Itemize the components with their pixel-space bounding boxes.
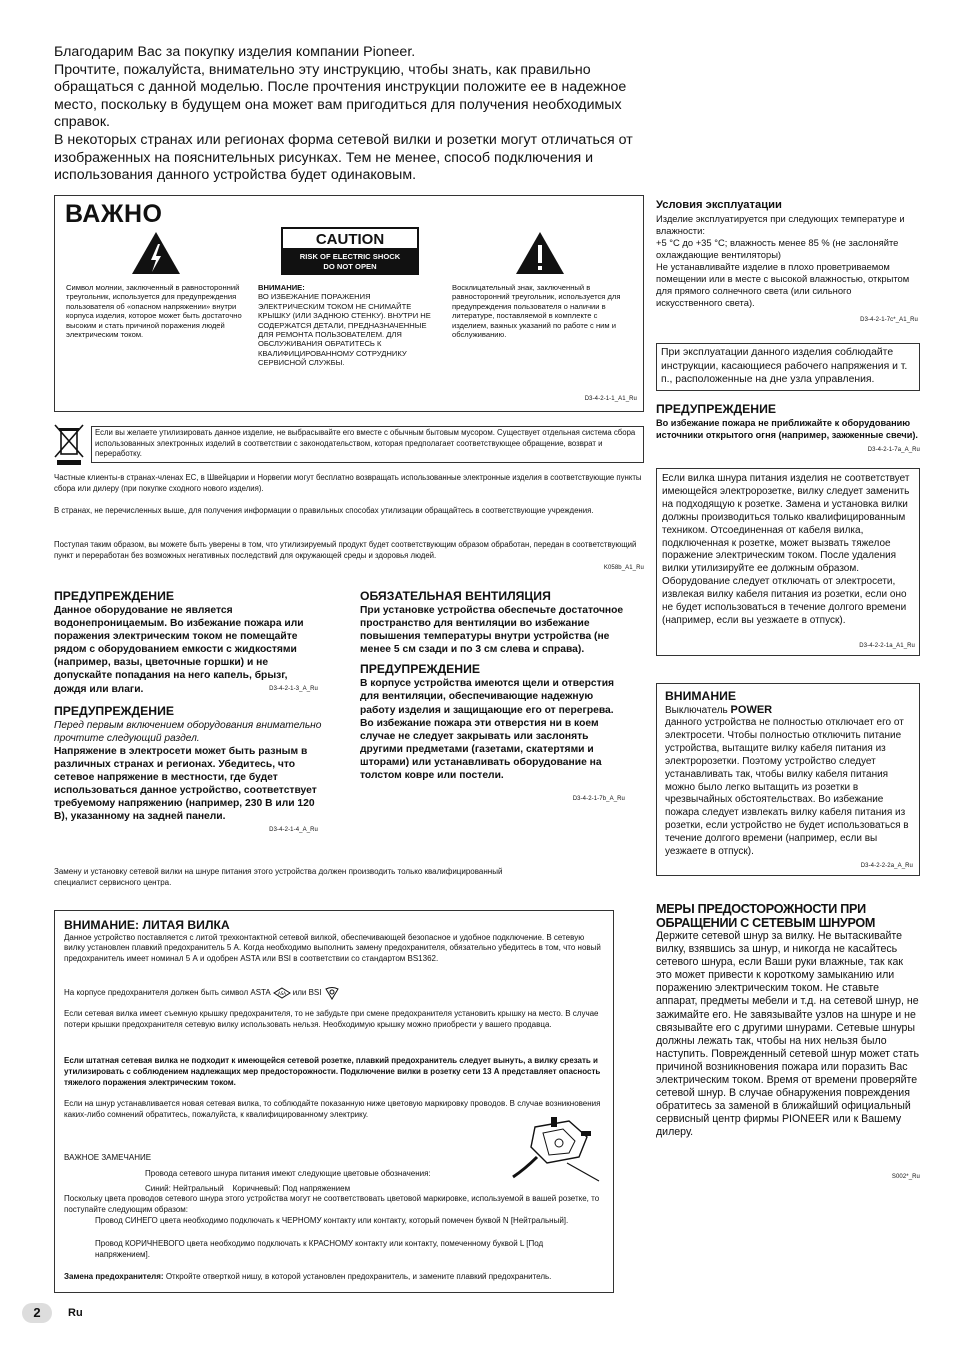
plug-replace-note: Замену и установку сетевой вилки на шнуре питания этого устройства должен производить только квалифицированный специалист сервисного центра.	[54, 867, 503, 887]
wire-colors: Синий: Нейтральный Коричневый: Под напряжением	[145, 1184, 351, 1193]
warning-title: ПРЕДУПРЕЖДЕНИЕ	[54, 589, 174, 603]
ventilation-warning-text: В корпусе устройства имеются щели и отверстия для вентиляции, обеспечивающие надежную работу изделия и защищающие его от перегрева. Во избежание пожара эти отверстия ни в коем случае не следует закрывать или заслонять другими предметами (газетами, скатертями и шторами) или устанавливать оборудование на толстом ковре или постели.	[360, 678, 615, 782]
warning-title: ПРЕДУПРЕЖДЕНИЕ	[656, 402, 776, 416]
warning-text: Во избежание пожара не приближайте к оборудованию источники открытого огня (например, зажженные свечи).	[656, 418, 918, 441]
language-label: Ru	[68, 1307, 83, 1319]
doc-code: D3-4-2-2-1a_A1_Ru	[859, 643, 915, 649]
power-label: POWER	[730, 704, 773, 716]
intro-paragraph: В некоторых странах или регионах форма сетевой вилки и розетки могут отличаться от изображенных на пояснительных рисунках. Тем не менее, способ подключения и использования данного устройства будет одинаковым.	[54, 131, 633, 184]
doc-code: D3-4-2-2-2a_A_Ru	[860, 863, 913, 869]
intro-paragraph: Благодарим Вас за покупку изделия компании Pioneer.	[54, 44, 416, 60]
ventilation-title: ОБЯЗАТЕЛЬНАЯ ВЕНТИЛЯЦИЯ	[360, 589, 551, 603]
plug-mismatch-box	[656, 468, 920, 656]
doc-code: D3-4-2-1-7a_A_Ru	[867, 447, 920, 453]
caution-label	[281, 227, 419, 275]
intro-paragraph: Прочтите, пожалуйста, внимательно эту инструкцию, чтобы знать, как правильно обращаться с данной моделью. После прочтения инструкции положите ее в надежное место, поскольку в будущем она может вам пригодиться для получения необходимых справок.	[54, 61, 627, 131]
warning-voltage	[54, 704, 322, 824]
plug-paragraph: Если сетевая вилка имеет съемную крышку предохранителя, то не забудьте при смене предохранителя установить крышку на место. В случае потери крышки предохранителя сетевую вилку использовать нельзя. Необходимую крышку можно приобрести у вашего продавца.	[64, 1009, 599, 1029]
weee-paragraph: Поступая таким образом, вы можете быть уверены в том, что утилизируемый продукт будет соответствующим образом обработан, передан в соответствующий пункт и переработан без возможных негативных последствий для окружающей среды и здоровья людей.	[54, 540, 637, 560]
warning-text: Напряжение в электросети может быть разным в различных странах и регионах. Убедитесь, что сетевое напряжение в местности, где будет использоваться данное устройство, соответствует требуемому напряжению (например, 230 В или 120 В), указанному на задней панели.	[54, 746, 317, 823]
important-box	[54, 195, 644, 412]
warning-waterproof	[54, 589, 322, 696]
doc-code: S002*_Ru	[891, 1174, 920, 1180]
intro-text	[54, 44, 654, 185]
molded-plug-box	[54, 910, 614, 1293]
cord-title: МЕРЫ ПРЕДОСТОРОЖНОСТИ ПРИ ОБРАЩЕНИИ С СЕТЕВЫМ ШНУРОМ	[656, 902, 876, 930]
crossed-bin-icon	[54, 424, 84, 466]
attention-title: ВНИМАНИЕ	[665, 689, 737, 703]
plug-paragraph: Поскольку цвета проводов сетевого шнура этого устройства могут не соответствовать цветовой маркировке, используемой в вашей розетке, то поступайте следующим образом:	[64, 1194, 600, 1214]
doc-code: D3-4-2-1-1_A1_Ru	[584, 396, 637, 402]
doc-code: D3-4-2-1-7c*_A1_Ru	[860, 317, 918, 323]
lightning-warning-icon	[130, 230, 182, 276]
fire-warning	[656, 402, 920, 442]
page-number: 2	[22, 1303, 52, 1323]
conditions-text: Изделие эксплуатируется при следующих температуре и влажности: +5 °C до +35 °C; влажность менее 85 % (не заслоняйте охлаждающие вентиляторы) Не устанавливайте изделие в плохо проветриваемом помещении или в месте с высокой влажностью, открытом для прямого солнечного света (или сильного искусственного света).	[656, 213, 910, 308]
wire-color-intro: Провода сетевого шнура питания имеют следующие цветовые обозначения:	[145, 1169, 431, 1178]
operating-conditions	[656, 198, 920, 309]
weee-box: Если вы желаете утилизировать данное изделие, не выбрасывайте его вместе с обычным бытовым мусором. Существует отдельная система сбора использованных электронных изделий в соответствии с законодательством, которая предполагает соответствующее обращение, возврат и переработку.	[91, 426, 644, 463]
plug-illustration	[507, 1115, 607, 1185]
power-cord-precautions	[656, 902, 920, 1140]
doc-code: K058b_A1_Ru	[603, 565, 644, 571]
plug-paragraph: Данное устройство поставляется с литой трехконтактной сетевой вилкой, обеспечивающей безопасное и удобное подключение. В сетевую вилку установлен плавкий предохранитель 5 А. Когда необходимо выполнить замену предохранителя, обязательно убедитесь в том, что новый предохранитель имеет номинал 5 А и одобрен ASTA или BSI в соответствии со стандартом BS1362.	[64, 933, 601, 963]
voltage-instruction-box: При эксплуатации данного изделия соблюдайте инструкции, касающиеся рабочего напряжения и т. п., расположенные на днe узла управления.	[656, 343, 920, 391]
important-title: ВАЖНО	[65, 200, 163, 228]
ventilation-text: При установке устройства обеспечьте достаточное пространство для вентиляции во избежание повышения температуры внутри устройства (не менее 5 см сзади и по 3 см слева и справа).	[360, 605, 624, 656]
doc-code: D3-4-2-1-7b_A_Ru	[572, 796, 625, 802]
caution-text: ВО ИЗБЕЖАНИЕ ПОРАЖЕНИЯ ЭЛЕКТРИЧЕСКИМ ТОКОМ НЕ СНИМАЙТЕ КРЫШКУ (ИЛИ ЗАДНЮЮ СТЕНКУ). ВНУТРИ НЕ СОДЕРЖАТСЯ ДЕТАЛИ, ПРЕДНАЗНАЧЕННЫЕ ДЛЯ РЕМОНТА ПОЛЬЗОВАТЕЛЕМ. ДЛЯ ОБСЛУЖИВАНИЯ ОБРАТИТЕСЬ К КВАЛИФИЦИРОВАННОМУ СОТРУДНИКУ СЕРВИСНОЙ СЛУЖБЫ.	[258, 292, 431, 368]
plug-bsi-text: или BSI	[292, 988, 322, 998]
warning-title: ПРЕДУПРЕЖДЕНИЕ	[54, 704, 174, 718]
power-switch-text: данного устройства не полностью отключает его от электросети. Чтобы полностью отключить питание устройства, вытащите вилку кабеля питания из электророзетки. Поэтому устройство следует устанавливать так, чтобы вилку кабеля питания можно было легко вытащить из розетки в чрезвычайных обстоятельствах. Во избежание пожара следует извлекать вилку кабеля питания из розетки, если устройство не будет использоваться в течение долгого времени (например, если вы уезжаете в отпуск).	[665, 717, 909, 858]
conditions-title: Условия эксплуатации	[656, 199, 782, 211]
plug-paragraph: Провод КОРИЧНЕВОГО цвета необходимо подключать к КРАСНОМУ контакту или контакту, помеченному буквой L [Под напряжением].	[95, 1239, 544, 1259]
weee-paragraph: В странах, не перечисленных выше, для получения информации о правильных способах утилизации обращайтесь в соответствующие учреждения.	[54, 506, 594, 515]
fuse-replacement-label: Замена предохранителя:	[64, 1272, 164, 1281]
asta-mark-icon	[273, 987, 291, 999]
power-switch-line	[665, 704, 911, 717]
exclamation-warning-icon	[514, 230, 566, 276]
caution-heading: ВНИМАНИЕ:	[258, 283, 305, 292]
power-switch-label: Выключатель	[665, 705, 728, 716]
cord-text: Держите сетевой шнур за вилку. Не вытаскивайте вилку, взявшись за шнур, и никогда не касайтесь сетевого шнура, если Ваши руки влажные, так как это может привести к короткому замыканию или поражению электрическим током. Не ставьте аппарат, предметы мебели и т.д. на сетевой шнур, не зажимайте его. Не завязывайте узлов на шнуре и не связывайте его с другими шнурами. Сетевые шнуры должны лежать так, чтобы на них нельзя было наступить. Поврежденный сетевой шнур может стать причиной возникновения пожара или поразить Вас электрическим током. Время от времени проверяйте сетевой шнур. В случае обнаружения повреждения обратитесь за заменой в ближайший официальный сервисный центр фирмы PIONEER или к Вашему дилеру.	[656, 930, 919, 1139]
doc-code: D3-4-2-1-4_A_Ru	[269, 827, 318, 833]
warning-title: ПРЕДУПРЕЖДЕНИЕ	[360, 662, 480, 677]
svg-text:ASA: ASA	[277, 991, 286, 996]
fuse-replacement	[64, 1272, 606, 1283]
bsi-kitemark-icon	[324, 986, 340, 1000]
power-switch-box	[656, 683, 920, 876]
weee-paragraph: Частные клиенты-в странах-членах ЕС, в Швейцарии и Норвегии могут бесплатно возвращать использованные электронные изделия в соответствующие пункты сбора или дилеру (при покупке сходного нового изделия).	[54, 473, 642, 493]
plug-bold-warning: Если штатная сетевая вилка не подходит к имеющейся сетевой розетке, плавкий предохранитель следует вынуть, а вилку срезать и утилизировать с соблюдением надлежащих мер предосторожности. Подключение вилки в розетку сети 13 А представляет опасность тяжелого поражения электрическим током.	[64, 1056, 601, 1087]
important-note-title: ВАЖНОЕ ЗАМЕЧАНИЕ	[64, 1153, 152, 1162]
warning-italic: Перед первым включением оборудования внимательно прочтите следующий раздел.	[54, 720, 322, 744]
plug-paragraph: Если на шнур устанавливается новая сетевая вилка, то соблюдайте показанную ниже цветовую маркировку проводов. В случае возникновения каких-либо сомнений обратитесь, пожалуйста, к квалифицированному электрику.	[64, 1099, 601, 1119]
plug-symbol-line	[64, 986, 464, 1000]
plug-paragraph: Провод СИНЕГО цвета необходимо подключать к ЧЕРНОМУ контакту или контакту, который помечен буквой N [Нейтральный].	[95, 1216, 569, 1225]
plug-asta-text: На корпусе предохранителя должен быть символ ASTA	[64, 988, 271, 998]
caution-subtitle: RISK OF ELECTRIC SHOCK DO NOT OPEN	[299, 252, 401, 271]
plug-mismatch-text: Если вилка шнура питания изделия не соответствует имеющейся электророзетке, вилку следует заменить на подходящую к розетке. Замена и установка вилки должны производиться только квалифицированным техником. Отсоединенная от кабеля вилка, подключенная к розетке, может вызвать тяжелое поражение электрическим током. После удаления вилки утилизируйте ее должным образом. Оборудование следует отключать от электросети, извлекая вилку кабеля питания из розетки, если оно не будет использоваться в течение долгого времени (например, если вы уезжаете в отпуск).	[662, 473, 910, 626]
ventilation-section	[360, 589, 630, 782]
doc-code: D3-4-2-1-3_A_Ru	[269, 686, 318, 692]
caution-title: CAUTION	[283, 229, 417, 248]
fuse-replacement-text: Откройте отверткой нишу, в которой установлен предохранитель, и замените плавкий предохранитель.	[165, 1272, 552, 1281]
exclamation-description: Восклицательный знак, заключенный в равносторонний треугольник, используется для предупреждения пользователя о наличии в литературе, поставляемой в комплекте с изделием, важных указаний по работе с ним и обслуживанию.	[452, 283, 621, 340]
caution-description	[258, 283, 438, 368]
plug-title: ВНИМАНИЕ: ЛИТАЯ ВИЛКА	[64, 918, 230, 932]
warning-text: Данное оборудование не является водонепроницаемым. Во избежание пожара или поражения электрическим током не помещайте рядом с оборудованием емкости с жидкостями (например, вазы, цветочные горшки) и не допускайте попадания на него капель, брызг, дождя или влаги.	[54, 605, 304, 695]
lightning-description: Символ молнии, заключенный в равносторонний треугольник, используется для предупреждения пользователя об «опасном напряжении» внутри корпуса изделия, которое может быть достаточно высоким и стать причиной поражения людей электрическим током.	[66, 283, 242, 340]
